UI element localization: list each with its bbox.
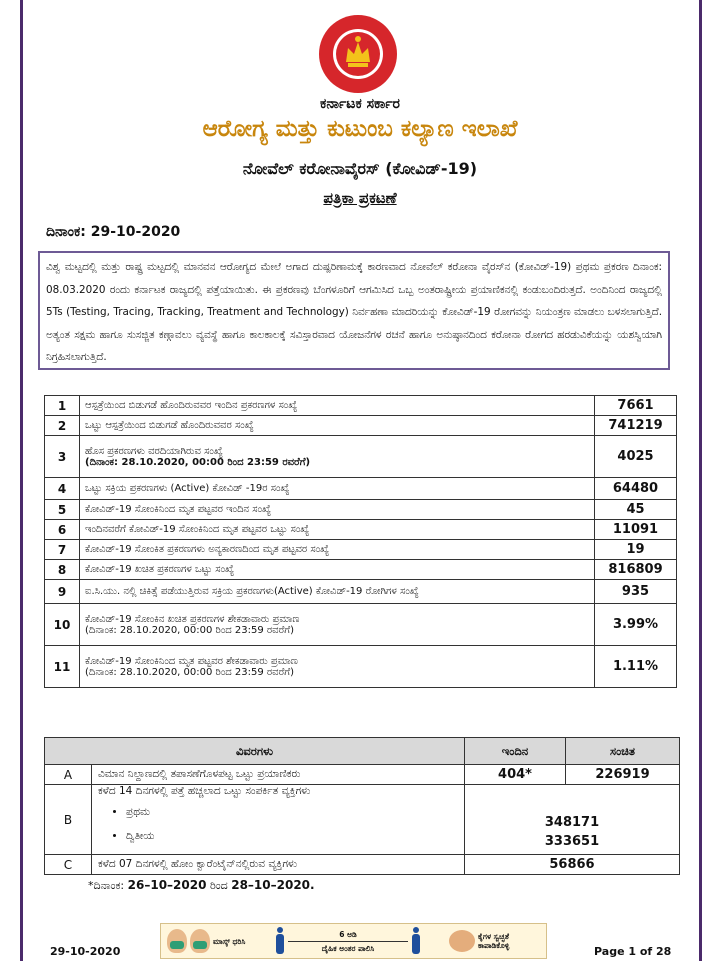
table-row [45, 540, 677, 560]
row-number: 10 [45, 604, 80, 646]
row-description: ಒಟ್ಟು ಸಕ್ರಿಯ ಪ್ರಕರಣಗಳು (Active) ಕೋವಿಡ್ -19ರ ಸಂಖ್ಯೆ [80, 478, 595, 500]
intro-paragraph: ವಿಶ್ವ ಮಟ್ಟದಲ್ಲಿ ಮತ್ತು ರಾಷ್ಟ್ರ ಮಟ್ಟದಲ್ಲಿ ಮಾನವನ ಆರೋಗ್ಯದ ಮೇಲೆ ಅಗಾದ ದುಷ್ಪರಿಣಾಮಕ್ಕೆ ಕಾರಣವಾದ ನೋವೆಲ್ ಕರೋನಾ ವೈರಸ್‌ನ (ಕೋವಿಡ್-19) ಪ್ರಥಮ ಪ್ರಕರಣ ದಿನಾಂಕ: 08.03.2020 ರಂದು ಕರ್ನಾಟಕ ರಾಜ್ಯದಲ್ಲಿ ಪತ್ತೆಯಾಯಿತು. ಈ ಪ್ರಕರಣವು ಬೆಂಗಳೂರಿಗೆ ಆಗಮಿಸಿದ ಒಬ್ಬ ಅಂತರಾಷ್ಟ್ರೀಯ ಪ್ರಯಾಣಿಕನಲ್ಲಿ ಕಂಡುಬಂದಿರುತ್ತದೆ. ಅಂದಿನಿಂದ ರಾಜ್ಯದಲ್ಲಿ 5Ts (Testing, Tracing, Tracking, Treatment and Technology) ನಿರ್ವಹಣಾ ಮಾದರಿಯನ್ನು ಕೋವಿಡ್-19 ರೋಗವನ್ನು ನಿಯಂತ್ರಣ ಮಾಡಲು ಬಳಸಲಾಗುತ್ತಿದೆ. ಅತ್ಯಂತ ಸಕ್ಷಮ ಹಾಗೂ ಸುಸಜ್ಜಿತ ಕಣ್ಗಾವಲು ವ್ಯವಸ್ಥೆ ಹಾಗೂ ಕಾಲಕಾಲಕ್ಕೆ ಸವಿಸ್ತಾರವಾದ ಯೋಜನೆಗಳ ರಚನೆ ಹಾಗೂ ಅನುಷ್ಠಾನದಿಂದ ಕರೋನಾ ರೋಗದ ಹರಡುವಿಕೆಯನ್ನು ಯಶಸ್ವಿಯಾಗಿ ನಿಗ್ರಹಿಸಲಾಗುತ್ತಿದೆ. [38, 251, 670, 370]
row-value: 4025 [595, 436, 677, 478]
row-description [80, 646, 595, 688]
mask-text: ಮಾಸ್ಕ್ ಧರಿಸಿ [213, 936, 246, 946]
row-description [80, 436, 595, 478]
row-value: 45 [595, 500, 677, 520]
row-value: 816809 [595, 560, 677, 580]
row-description-date-range: (ದಿನಾಂಕ: 28.10.2020, 00:00 ರಿಂದ 23:59 ರವರೆಗೆ) [85, 456, 311, 468]
distance-segment [275, 927, 421, 955]
row-description: ಕೋವಿಡ್-19 ಖಚಿತ ಪ್ರಕರಣಗಳ ಒಟ್ಟು ಸಂಖ್ಯೆ [80, 560, 595, 580]
row-value: 19 [595, 540, 677, 560]
hand-washing-icon [449, 930, 475, 952]
row-cumulative-value: 226919 [566, 765, 680, 785]
footnote-prefix: *ದಿನಾಂಕ: [88, 879, 125, 892]
release-date: ದಿನಾಂಕ: 29-10-2020 [46, 224, 181, 240]
row-description [80, 604, 595, 646]
table-row [45, 416, 677, 436]
row-value: 11091 [595, 520, 677, 540]
table-row [45, 560, 677, 580]
table-row [45, 785, 680, 855]
footnote-to-date: 28–10–2020. [231, 878, 315, 892]
row-value: 741219 [595, 416, 677, 436]
footnote-from-date: 26–10–2020 [127, 878, 207, 892]
row-label: A [45, 765, 92, 785]
safety-banner [160, 923, 547, 959]
row-description: ಕಳೆದ 07 ದಿನಗಳಲ್ಲಿ ಹೋಂ ಕ್ವಾರೆಂಟೈನ್‌ನಲ್ಲಿರುವ ವ್ಯಕ್ತಿಗಳು [92, 855, 465, 875]
statistics-table [44, 395, 677, 688]
table-row [45, 436, 677, 478]
list-item: • ದ್ವಿತೀಯ [126, 830, 458, 854]
row-description-main: ಕೋವಿಡ್-19 ಸೋಂಕಿನ ಖಚಿತ ಪ್ರಕರಣಗಳ ಶೇಕಡಾವಾರು ಪ್ರಮಾಣ [85, 613, 300, 625]
page-border-left [20, 0, 23, 961]
mask-segment [167, 929, 247, 953]
row-number: 5 [45, 500, 80, 520]
row-description-main: ಕೋವಿಡ್-19 ಸೋಂಕಿನಿಂದ ಮೃತ ಪಟ್ಟವರ ಶೇಕಡಾವಾರು ಪ್ರಮಾಣ [85, 655, 298, 667]
header-today: ಇಂದಿನ [465, 738, 566, 765]
primary-contacts-value: 348171 [544, 814, 600, 830]
row-value: 1.11% [595, 646, 677, 688]
person-icon [411, 927, 421, 955]
row-description [92, 785, 465, 855]
table-row [45, 520, 677, 540]
row-description: ಕೋವಿಡ್-19 ಸೋಂಕಿನಿಂದ ಮೃತ ಪಟ್ಟವರ ಇಂದಿನ ಸಂಖ್ಯೆ [80, 500, 595, 520]
row-description: ಕೋವಿಡ್-19 ಸೋಂಕಿತ ಪ್ರಕರಣಗಳು ಅನ್ಯಕಾರಣದಿಂದ ಮೃತ ಪಟ್ಟವರ ಸಂಖ್ಯೆ [80, 540, 595, 560]
karnataka-seal-logo [318, 14, 398, 94]
row-description: ವಿಮಾನ ನಿಲ್ದಾಣದಲ್ಲಿ ತಪಾಸಣೆಗೊಳಪಟ್ಟ ಒಟ್ಟು ಪ್ರಯಾಣಿಕರು [92, 765, 465, 785]
row-number: 4 [45, 478, 80, 500]
secondary-contacts-value: 333651 [544, 833, 600, 849]
row-number: 3 [45, 436, 80, 478]
distance-bottom-text: ದೈಹಿಕ ಅಂತರ ಪಾಲಿಸಿ [321, 943, 375, 953]
header-cumulative: ಸಂಚಿತ [566, 738, 680, 765]
table-row [45, 604, 677, 646]
row-description: ಒಟ್ಟು ಆಸ್ಪತ್ರೆಯಿಂದ ಬಿಡುಗಡೆ ಹೊಂದಿರುವವರ ಸಂಖ್ಯೆ [80, 416, 595, 436]
footnote-mid: ರಿಂದ [209, 879, 228, 892]
row-description-main: ಹೊಸ ಪ್ರಕರಣಗಳು ವರದಿಯಾಗಿರುವ ಸಂಖ್ಯೆ [85, 445, 223, 457]
contact-type-list [98, 806, 458, 854]
table-row [45, 580, 677, 604]
hands-segment [449, 930, 540, 952]
distance-arrow [288, 930, 408, 953]
distance-top-text: 6 ಅಡಿ [339, 929, 357, 939]
department-title: ಆರೋಗ್ಯ ಮತ್ತು ಕುಟುಂಬ ಕಲ್ಯಾಣ ಇಲಾಖೆ [202, 116, 518, 142]
masked-face-icon [167, 929, 187, 953]
virus-title: ನೋವೆಲ್ ಕರೋನಾವೈರಸ್ (ಕೋವಿಡ್-19) [242, 159, 478, 178]
government-name: ಕರ್ನಾಟಕ ಸರ್ಕಾರ [320, 96, 400, 112]
table-row [45, 646, 677, 688]
row-value: 56866 [465, 855, 680, 875]
details-table [44, 737, 680, 875]
footnote [88, 878, 315, 893]
table-row [45, 500, 677, 520]
row-description-main: ಕಳೆದ 14 ದಿನಗಳಲ್ಲಿ ಪತ್ತೆ ಹಚ್ಚಲಾದ ಒಟ್ಟು ಸಂಪರ್ಕಿತ ವ್ಯಕ್ತಿಗಳು [98, 785, 311, 797]
hands-text: ಕೈಗಳ ಸ್ವಚ್ಛತೆ ಕಾಪಾಡಿಕೊಳ್ಳಿ [478, 932, 510, 950]
row-number: 8 [45, 560, 80, 580]
row-values [465, 785, 680, 855]
distance-arrow-line [288, 941, 408, 942]
row-number: 11 [45, 646, 80, 688]
row-today-value: 404* [465, 765, 566, 785]
footer-page-number: Page 1 of 28 [594, 945, 672, 958]
row-description-date-range: (ದಿನಾಂಕ: 28.10.2020, 00:00 ರಿಂದ 23:59 ರವರೆಗೆ) [85, 666, 294, 678]
row-description: ಐ.ಸಿ.ಯು. ನಲ್ಲಿ ಚಿಕಿತ್ಸೆ ಪಡೆಯುತ್ತಿರುವ ಸಕ್ರಿಯ ಪ್ರಕರಣಗಳು(Active) ಕೋವಿಡ್-19 ರೋಗಿಗಳ ಸಂಖ್ಯೆ [80, 580, 595, 604]
page-border-right [699, 0, 702, 961]
table-row [45, 478, 677, 500]
row-value: 64480 [595, 478, 677, 500]
header-details: ವಿವರಗಳು [45, 738, 465, 765]
row-number: 7 [45, 540, 80, 560]
row-label: C [45, 855, 92, 875]
footer-date: 29-10-2020 [50, 945, 121, 958]
details-header-row [45, 738, 680, 765]
row-value: 935 [595, 580, 677, 604]
list-item: • ಪ್ರಥಮ [126, 806, 458, 830]
table-row [45, 765, 680, 785]
row-number: 9 [45, 580, 80, 604]
row-description: ಇಂದಿನವರೆಗೆ ಕೋವಿಡ್-19 ಸೋಂಕಿನಿಂದ ಮೃತ ಪಟ್ಟವರ ಒಟ್ಟು ಸಂಖ್ಯೆ [80, 520, 595, 540]
person-icon [275, 927, 285, 955]
row-description: ಆಸ್ಪತ್ರೆಯಿಂದ ಬಿಡುಗಡೆ ಹೊಂದಿರುವವರ ಇಂದಿನ ಪ್ರಕರಣಗಳ ಸಂಖ್ಯೆ [80, 396, 595, 416]
table-row [45, 855, 680, 875]
row-label: B [45, 785, 92, 855]
table-row [45, 396, 677, 416]
row-number: 2 [45, 416, 80, 436]
row-value: 7661 [595, 396, 677, 416]
row-number: 6 [45, 520, 80, 540]
row-value: 3.99% [595, 604, 677, 646]
row-description-date-range: (ದಿನಾಂಕ: 28.10.2020, 00:00 ರಿಂದ 23:59 ರವರೆಗೆ) [85, 624, 294, 636]
row-number: 1 [45, 396, 80, 416]
masked-face-icon [190, 929, 210, 953]
press-release-title: ಪತ್ರಿಕಾ ಪ್ರಕಟಣೆ [323, 189, 397, 207]
